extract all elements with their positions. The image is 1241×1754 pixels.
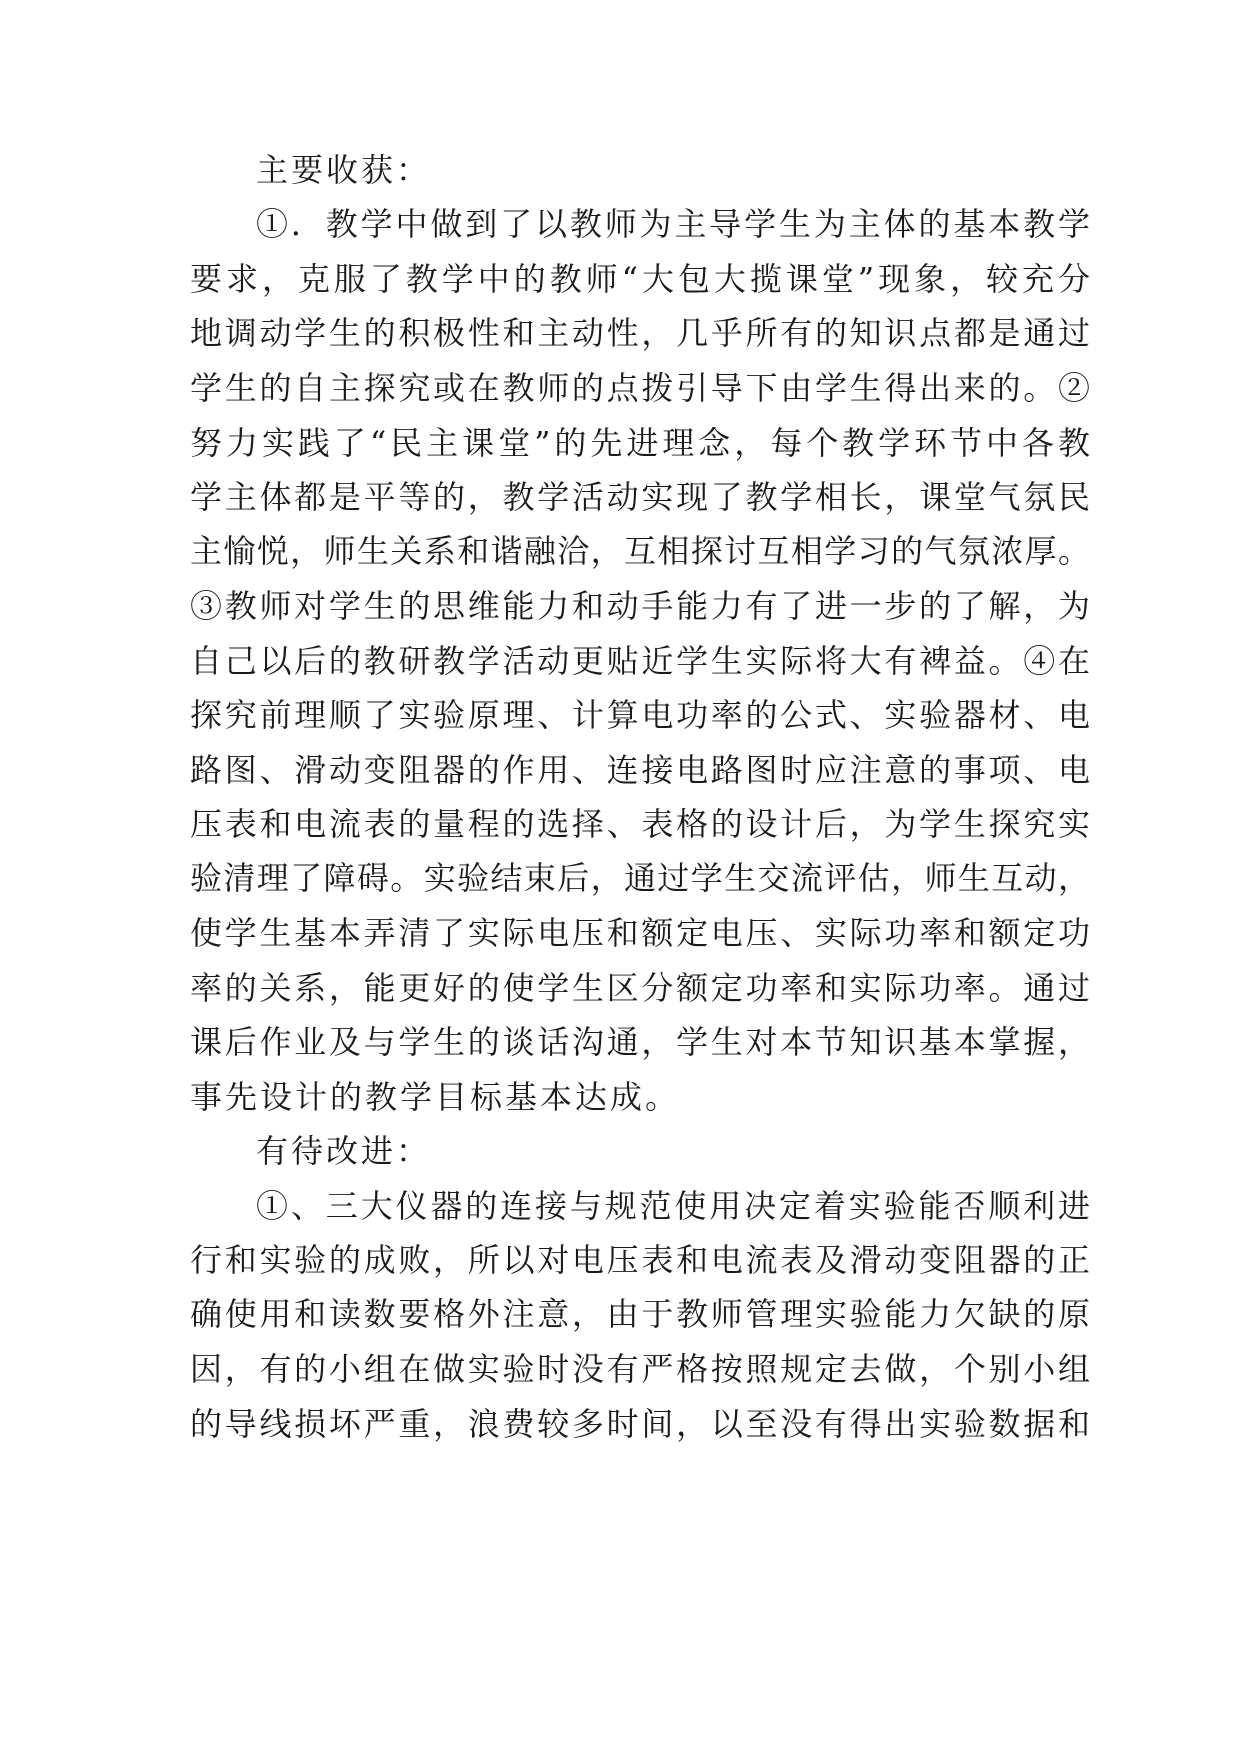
section-heading-improvements: 有待改进： [256, 1132, 432, 1170]
paragraph-line: ①、三大仪器的连接与规范使用决定着实验能否顺利进 [256, 1187, 1090, 1225]
paragraph-line: 事先设计的教学目标基本达成。 [190, 1078, 681, 1116]
paragraph-line: 因，有的小组在做实验时没有严格按照规定去做，个别小组 [190, 1350, 1090, 1388]
paragraph-line: 地调动学生的积极性和主动性，几乎所有的知识点都是通过 [190, 314, 1090, 352]
paragraph-line: 学主体都是平等的，教学活动实现了教学相长，课堂气氛民 [190, 478, 1090, 516]
paragraph-line: 使学生基本弄清了实际电压和额定电压、实际功率和额定功 [190, 914, 1090, 952]
paragraph-line: 率的关系，能更好的使学生区分额定功率和实际功率。通过 [190, 969, 1090, 1007]
paragraph-line: ③教师对学生的思维能力和动手能力有了进一步的了解，为 [190, 587, 1090, 625]
paragraph-line: 努力实践了“民主课堂”的先进理念，每个教学环节中各教 [190, 424, 1090, 462]
paragraph-line: 的导线损坏严重，浪费较多时间，以至没有得出实验数据和 [190, 1405, 1090, 1443]
paragraph-line: 行和实验的成败，所以对电压表和电流表及滑动变阻器的正 [190, 1241, 1090, 1279]
paragraph-line: 要求，克服了教学中的教师“大包大揽课堂”现象，较充分 [190, 260, 1090, 298]
paragraph-line: 路图、滑动变阻器的作用、连接电路图时应注意的事项、电 [190, 751, 1090, 789]
paragraph-line: 学生的自主探究或在教师的点拨引导下由学生得出来的。② [190, 369, 1090, 407]
paragraph-line: 自己以后的教研教学活动更贴近学生实际将大有裨益。④在 [190, 642, 1090, 680]
paragraph-line: 验清理了障碍。实验结束后，通过学生交流评估，师生互动， [190, 859, 1090, 897]
paragraph-line: 压表和电流表的量程的选择、表格的设计后，为学生探究实 [190, 805, 1090, 843]
paragraph-line: ①．教学中做到了以教师为主导学生为主体的基本教学 [256, 205, 1090, 243]
paragraph-line: 主愉悦，师生关系和谐融洽，互相探讨互相学习的气氛浓厚。 [190, 532, 1090, 570]
paragraph-line: 课后作业及与学生的谈话沟通，学生对本节知识基本掌握， [190, 1023, 1090, 1061]
paragraph-line: 探究前理顺了实验原理、计算电功率的公式、实验器材、电 [190, 696, 1090, 734]
section-heading-gains: 主要收获： [256, 151, 432, 189]
paragraph-line: 确使用和读数要格外注意，由于教师管理实验能力欠缺的原 [190, 1295, 1090, 1333]
